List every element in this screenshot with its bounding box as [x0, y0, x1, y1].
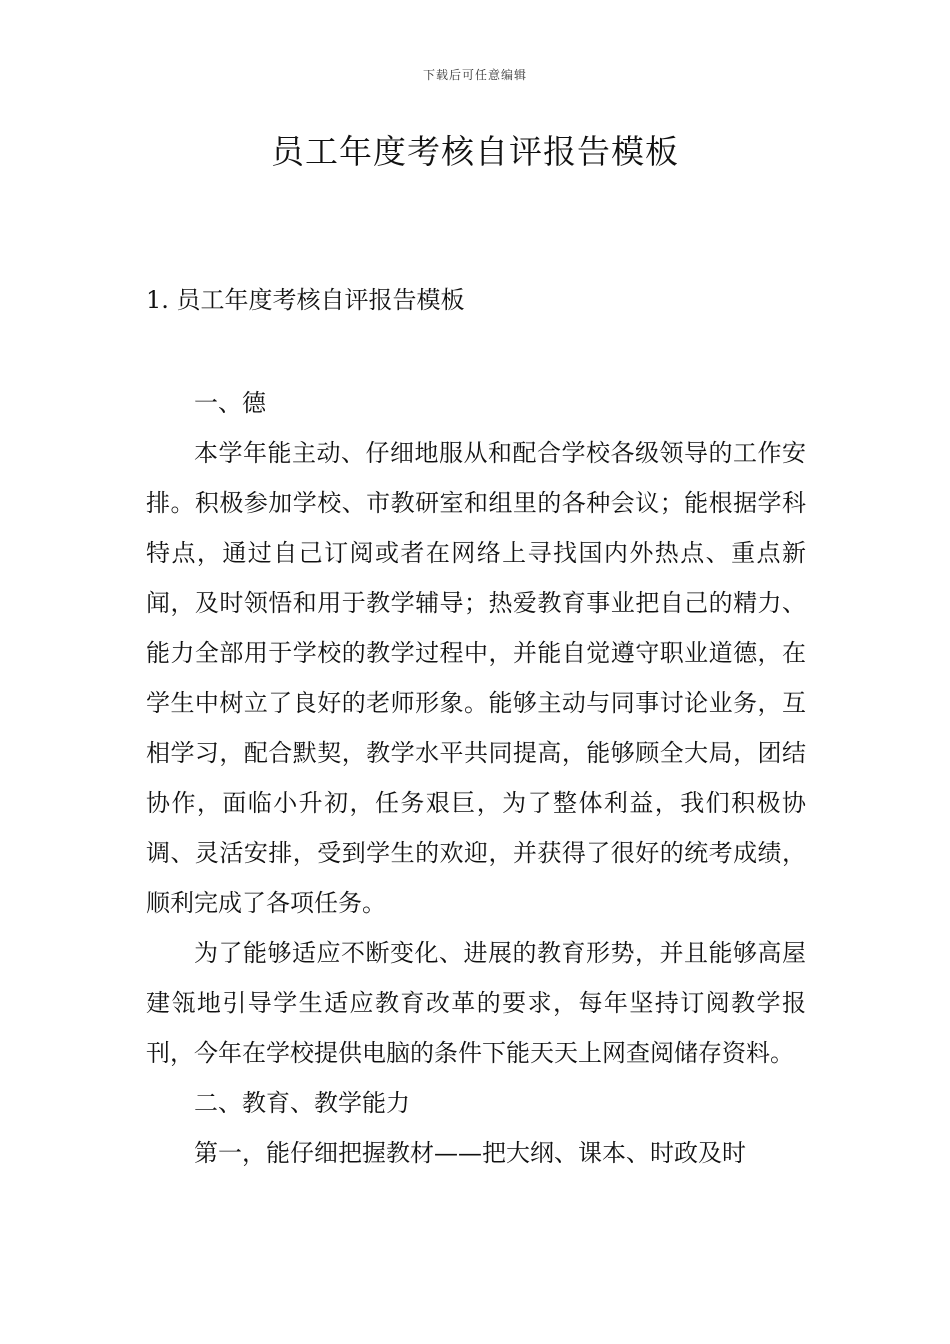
paragraph: 第一，能仔细把握教材——把大纲、课本、时政及时 [194, 1139, 746, 1167]
section-heading: 1. 员工年度考核自评报告模板 [146, 286, 465, 314]
paragraph-heading-teaching: 二、教育、教学能力 [194, 1089, 410, 1117]
header-note: 下载后可任意编辑 [422, 68, 527, 82]
document-title: 员工年度考核自评报告模板 [271, 132, 679, 171]
body-text [146, 378, 806, 1178]
paragraph: 为了能够适应不断变化、进展的教育形势，并且能够高屋建瓴地引导学生适应教育改革的要求，每年坚持订阅教学报刊，今年在学校提供电脑的条件下能天天上网查阅储存资料。 [146, 939, 806, 1067]
paragraph: 本学年能主动、仔细地服从和配合学校各级领导的工作安排。积极参加学校、市教研室和组里的各种会议；能根据学科特点，通过自己订阅或者在网络上寻找国内外热点、重点新闻，及时领悟和用于教学辅导；热爱教育事业把自己的精力、能力全部用于学校的教学过程中，并能自觉遵守职业道德，在学生中树立了良好的老师形象。能够主动与同事讨论业务，互相学习，配合默契，教学水平共同提高，能够顾全大局，团结协作，面临小升初，任务艰巨，为了整体利益，我们积极协调、灵活安排，受到学生的欢迎，并获得了很好的统考成绩，顺利完成了各项任务。 [146, 439, 806, 917]
paragraph-heading-virtue: 一、德 [194, 389, 266, 417]
